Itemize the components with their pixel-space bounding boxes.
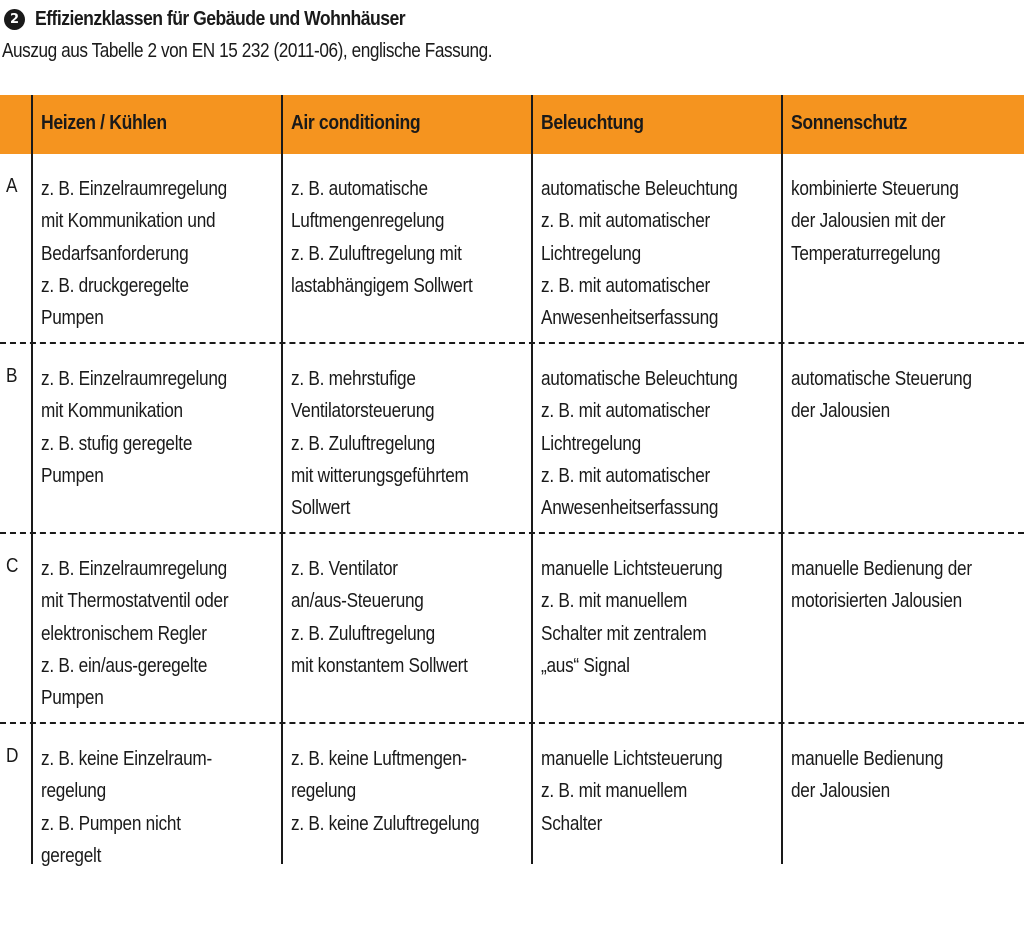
table-row <box>0 344 1024 534</box>
cell-text-line: z. B. mit automatischer <box>541 210 710 233</box>
cell-text-line: Sollwert <box>291 497 351 520</box>
cell-text-line: z. B. mehrstufige <box>291 368 416 390</box>
cell-text-line: z. B. Ventilator <box>291 558 398 580</box>
cell-text-line: elektronischem Regler <box>41 622 207 645</box>
cell-text-line: regelung <box>41 780 106 803</box>
table-cell-lighting <box>533 154 783 342</box>
cell-text-line: z. B. mit manuellem <box>541 780 688 803</box>
table-cell-heating-cooling <box>33 154 283 342</box>
cell-text-line: der Jalousien mit der <box>791 210 946 233</box>
table-cell-lighting <box>533 534 783 722</box>
table-body <box>0 154 1024 867</box>
cell-text-line: z. B. Einzelraumregelung <box>41 368 227 390</box>
cell-text-line: z. B. Einzelraumregelung <box>41 558 227 580</box>
table-row <box>0 534 1024 724</box>
cell-text-line: Anwesenheitserfassung <box>541 307 719 330</box>
cell-text-line: motorisierten Jalousien <box>791 590 962 613</box>
cell-text-line: Lichtregelung <box>541 242 641 265</box>
table-cell-air-conditioning <box>283 154 533 342</box>
cell-text-line: automatische Steuerung <box>791 368 972 390</box>
table-row <box>0 154 1024 344</box>
table-cell-heating-cooling <box>33 344 283 532</box>
table-cell-sun-protection <box>783 724 1024 864</box>
header-air-conditioning: Air conditioning <box>283 95 533 154</box>
table-cell-heating-cooling <box>33 534 283 722</box>
cell-text-line: z. B. Zuluftregelung mit <box>291 242 462 265</box>
cell-text-line: mit witterungsgeführtem <box>291 464 469 487</box>
table-cell-air-conditioning <box>283 724 533 864</box>
cell-text-line: automatische Beleuchtung <box>541 178 738 200</box>
row-class-label-cell <box>0 154 33 342</box>
cell-text-line: lastabhängigem Sollwert <box>291 274 473 297</box>
cell-text-line: z. B. stufig geregelte <box>41 432 193 455</box>
cell-text-line: mit Thermostatventil oder <box>41 590 229 613</box>
row-class-label: A <box>6 175 18 197</box>
figure-heading <box>4 8 456 31</box>
efficiency-class-table <box>0 95 1024 867</box>
table-cell-lighting <box>533 344 783 532</box>
header-lighting: Beleuchtung <box>533 95 783 154</box>
cell-text-line: z. B. Zuluftregelung <box>291 432 435 455</box>
cell-text-line: „aus“ Signal <box>541 654 630 677</box>
cell-text-line: mit konstantem Sollwert <box>291 654 468 677</box>
table-cell-sun-protection <box>783 534 1024 722</box>
cell-text-line: z. B. druckgeregelte <box>41 274 189 297</box>
header-label-cell <box>0 95 33 154</box>
cell-text-line: manuelle Bedienung <box>791 748 944 770</box>
cell-text-line: Pumpen <box>41 464 104 487</box>
cell-text-line: Schalter <box>541 812 603 835</box>
cell-text-line: z. B. automatische <box>291 178 428 200</box>
cell-text-line: manuelle Lichtsteuerung <box>541 558 723 580</box>
cell-text-line: z. B. mit manuellem <box>541 590 688 613</box>
row-class-label-cell <box>0 344 33 532</box>
cell-text-line: kombinierte Steuerung <box>791 178 959 200</box>
table-cell-air-conditioning <box>283 534 533 722</box>
cell-text-line: Pumpen <box>41 307 104 330</box>
cell-text-line: geregelt <box>41 844 102 867</box>
cell-text-line: an/aus-Steuerung <box>291 590 424 613</box>
cell-text-line: z. B. Zuluftregelung <box>291 622 435 645</box>
cell-text-line: Temperaturregelung <box>791 242 941 265</box>
cell-text-line: z. B. mit automatischer <box>541 464 710 487</box>
cell-text-line: regelung <box>291 780 356 803</box>
cell-text-line: Ventilatorsteuerung <box>291 400 435 423</box>
figure-title: Effizienzklassen für Gebäude und Wohnhäuser <box>35 8 406 30</box>
cell-text-line: der Jalousien <box>791 780 890 803</box>
cell-text-line: automatische Beleuchtung <box>541 368 738 390</box>
row-class-label: C <box>6 555 19 577</box>
cell-text-line: der Jalousien <box>791 400 890 423</box>
row-class-label-cell <box>0 534 33 722</box>
table-cell-sun-protection <box>783 344 1024 532</box>
header-sun-protection: Sonnenschutz <box>791 112 908 134</box>
cell-text-line: z. B. keine Luftmengen- <box>291 748 467 770</box>
cell-text-line: manuelle Bedienung der <box>791 558 972 580</box>
table-row <box>0 724 1024 867</box>
row-class-label: B <box>6 365 18 387</box>
cell-text-line: z. B. mit automatischer <box>541 400 710 423</box>
figure-subtitle: Auszug aus Tabelle 2 von EN 15 232 (2011-06), englische Fassung. <box>2 40 493 62</box>
cell-text-line: z. B. keine Zuluftregelung <box>291 812 480 835</box>
cell-text-line: z. B. mit automatischer <box>541 274 710 297</box>
row-class-label-cell <box>0 724 33 864</box>
cell-text-line: z. B. keine Einzelraum- <box>41 748 212 770</box>
cell-text-line: Anwesenheitserfassung <box>541 497 719 520</box>
row-class-label: D <box>6 745 19 767</box>
table-cell-heating-cooling <box>33 724 283 867</box>
figure-number-badge: 2 <box>4 9 25 30</box>
cell-text-line: mit Kommunikation <box>41 400 183 423</box>
cell-text-line: mit Kommunikation und <box>41 210 216 233</box>
cell-text-line: z. B. ein/aus-geregelte <box>41 654 208 677</box>
cell-text-line: Lichtregelung <box>541 432 641 455</box>
table-cell-sun-protection <box>783 154 1024 342</box>
cell-text-line: z. B. Pumpen nicht <box>41 812 181 835</box>
cell-text-line: Luftmengenregelung <box>291 210 445 233</box>
header-heating-cooling: Heizen / Kühlen <box>33 95 283 154</box>
cell-text-line: Schalter mit zentralem <box>541 622 707 645</box>
table-cell-lighting <box>533 724 783 864</box>
cell-text-line: Bedarfsanforderung <box>41 242 189 265</box>
cell-text-line: z. B. Einzelraumregelung <box>41 178 227 200</box>
cell-text-line: Pumpen <box>41 687 104 710</box>
table-header <box>0 95 1024 154</box>
table-cell-air-conditioning <box>283 344 533 532</box>
cell-text-line: manuelle Lichtsteuerung <box>541 748 723 770</box>
